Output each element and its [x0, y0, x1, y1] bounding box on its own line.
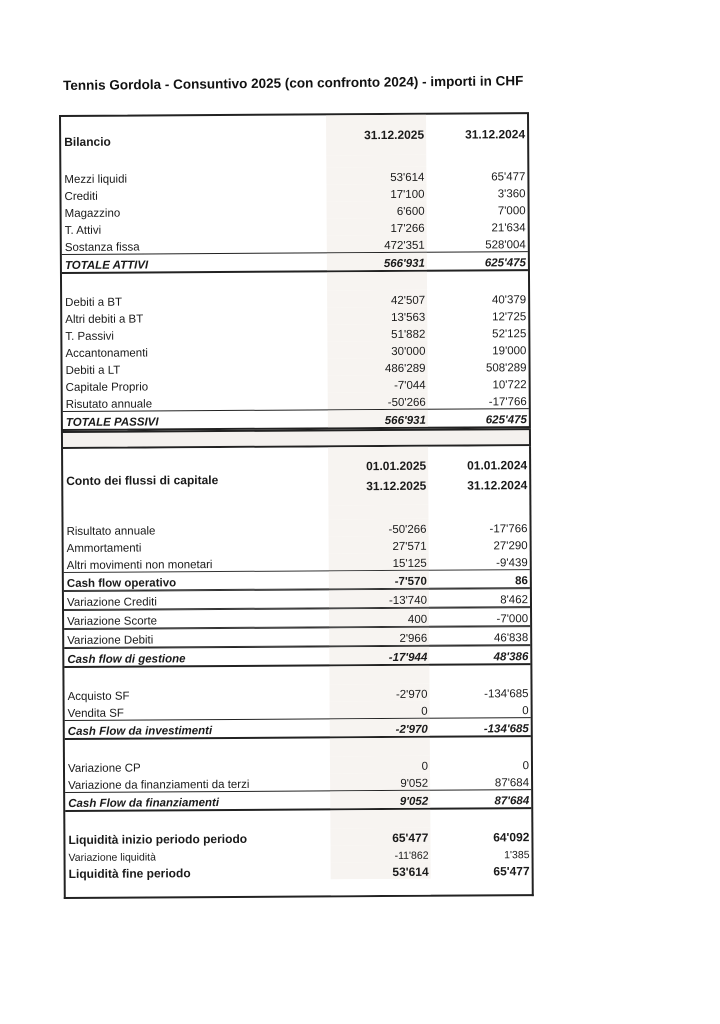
period-end-2025: 31.12.2025	[366, 478, 427, 494]
value-2024: 40'379	[491, 294, 527, 307]
cash-flow-col-2025	[328, 447, 428, 506]
row-label: TOTALE ATTIVI	[64, 259, 149, 272]
value-2025: -2'970	[330, 719, 430, 737]
value-2025: 0	[330, 701, 430, 719]
financing-rows	[65, 755, 531, 792]
value-2024: -9'439	[496, 557, 528, 570]
row-label: Liquidità fine periodo	[68, 866, 191, 881]
row-label: Capitale Proprio	[65, 381, 149, 394]
value-2024: 10'722	[492, 379, 527, 392]
value-2025: 566'931	[328, 410, 428, 428]
total-liabilities-row	[63, 408, 529, 429]
row-label: Ammortamenti	[66, 542, 142, 555]
row-label: T. Attivi	[64, 224, 102, 237]
assets-rows	[61, 166, 528, 254]
value-2024: 7'000	[497, 205, 526, 218]
management-cash-flow-row	[64, 645, 530, 668]
value-2024: 52'125	[492, 328, 527, 341]
value-2025: 472'351	[327, 235, 427, 253]
operating-rows	[63, 518, 529, 572]
cash-flow-section	[61, 446, 534, 899]
value-2024: 48'386	[493, 651, 529, 664]
period-end-2024: 31.12.2024	[467, 478, 528, 493]
value-2025: 486'289	[327, 358, 427, 376]
value-2025: -11'862	[330, 845, 430, 863]
value-2024: 87'684	[494, 795, 530, 808]
row-label: Crediti	[64, 190, 98, 203]
balance-col-2024: 31.12.2024	[465, 127, 526, 142]
value-2025: 6'600	[327, 201, 427, 219]
value-2024: 625'475	[485, 414, 527, 427]
value-2024: 625'475	[484, 257, 526, 270]
value-2024: 65'477	[493, 864, 530, 879]
liabilities-rows	[62, 289, 529, 411]
value-2024: 19'000	[492, 345, 527, 358]
row-label: Variazione Debiti	[67, 634, 154, 647]
row-label: Cash flow operativo	[66, 577, 177, 590]
total-assets-row	[62, 251, 528, 274]
value-2024: 21'634	[491, 222, 526, 235]
value-2024: 27'290	[493, 540, 528, 553]
value-2025: -13'740	[329, 590, 429, 608]
row-label: Debiti a BT	[65, 296, 123, 309]
row-label: Altri debiti a BT	[65, 313, 144, 326]
value-2025: 400	[329, 609, 429, 627]
row-label: Risutato annuale	[65, 398, 153, 411]
value-2025: 13'563	[327, 307, 427, 325]
row-label: Variazione da finanziamenti da terzi	[68, 778, 250, 792]
value-2024: -17'766	[489, 523, 528, 536]
value-2025: 27'571	[329, 536, 429, 554]
row-label: T. Passivi	[65, 330, 114, 343]
value-2025: 2'966	[329, 628, 429, 646]
balance-col-2025: 31.12.2025	[326, 115, 426, 156]
value-2024: 12'725	[492, 311, 527, 324]
value-2025: 9'052	[330, 773, 430, 791]
row-label: Risultato annuale	[66, 525, 156, 538]
value-2025: -7'570	[329, 571, 429, 589]
balance-sheet-section	[59, 112, 531, 431]
value-2025: -50'266	[328, 519, 428, 537]
row-label: Variazione Scorte	[67, 615, 158, 628]
value-2024: 0	[522, 705, 529, 718]
row-label: Altri movimenti non monetari	[66, 559, 213, 572]
value-2024: 87'684	[494, 777, 530, 790]
row-label: Vendita SF	[67, 707, 124, 720]
value-2025: 9'052	[330, 791, 430, 809]
value-2024: 528'004	[485, 239, 526, 252]
value-2025: 566'931	[327, 253, 427, 271]
period-start-2025: 01.01.2025	[366, 458, 427, 474]
row-label: Acquisto SF	[67, 690, 130, 703]
value-2024: -134'685	[484, 688, 529, 701]
spacer	[66, 878, 532, 897]
financing-cash-flow-row	[65, 789, 531, 812]
value-2025: -7'044	[328, 375, 428, 393]
value-2024: 46'838	[493, 632, 529, 645]
management-rows	[64, 588, 530, 648]
row-label: Debiti a LT	[65, 364, 121, 377]
cash-flow-col-2024	[428, 446, 529, 505]
value-2025: 65'477	[330, 828, 430, 846]
value-2024: 0	[522, 760, 530, 773]
row-label: Liquidità inizio periodo periodo	[68, 831, 248, 847]
value-2025: 53'614	[326, 167, 426, 185]
row-label: Variazione liquidità	[68, 851, 156, 864]
value-2025: -17'944	[329, 647, 429, 665]
value-2024: 64'092	[493, 830, 530, 845]
row-label: Variazione CP	[67, 762, 141, 775]
investment-rows	[64, 683, 530, 720]
value-2025: 17'266	[327, 218, 427, 236]
value-2024: 508'289	[485, 362, 527, 375]
value-2024: 65'477	[491, 171, 526, 184]
value-2025: 17'100	[326, 184, 426, 202]
value-2025: 30'000	[327, 341, 427, 359]
value-2025: -50'266	[328, 392, 428, 410]
value-2025: 42'507	[327, 290, 427, 308]
value-2024: 8'462	[500, 594, 529, 607]
balance-header-row	[61, 114, 527, 157]
document-title: Tennis Gordola - Consuntivo 2025 (con confronto 2024) - importi in CHF	[63, 73, 524, 93]
row-label: Accantonamenti	[65, 347, 148, 360]
row-label: Magazzino	[64, 207, 121, 220]
row-label: Sostanza fissa	[64, 241, 140, 254]
value-2024: 86	[515, 575, 528, 588]
row-label: Cash Flow da investimenti	[67, 725, 213, 738]
value-2025: 53'614	[331, 862, 431, 880]
value-2024: -17'766	[488, 396, 527, 409]
value-2024: 1'385	[504, 849, 530, 862]
row-label: Cash flow di gestione	[67, 653, 186, 666]
row-label: Mezzi liquidi	[64, 173, 128, 186]
value-2025: 15'125	[329, 553, 429, 571]
value-2025: 0	[330, 756, 430, 774]
financial-statement-sheet	[59, 112, 534, 899]
balance-heading: Bilancio	[64, 134, 111, 149]
row-label: Cash Flow da finanziamenti	[68, 797, 220, 810]
period-start-2024: 01.01.2024	[467, 458, 528, 473]
value-2025: -2'970	[329, 684, 429, 702]
row-label: TOTALE PASSIVI	[65, 416, 159, 429]
investment-cash-flow-row	[65, 717, 531, 740]
value-2024: -134'685	[483, 723, 529, 736]
value-2025: 51'882	[327, 324, 427, 342]
cash-flow-header-row	[63, 446, 529, 507]
value-2024: 3'360	[497, 188, 526, 201]
value-2024: -7'000	[496, 613, 529, 626]
cash-flow-heading: Conto dei flussi di capitale	[66, 473, 219, 488]
row-label: Variazione Crediti	[66, 596, 157, 609]
